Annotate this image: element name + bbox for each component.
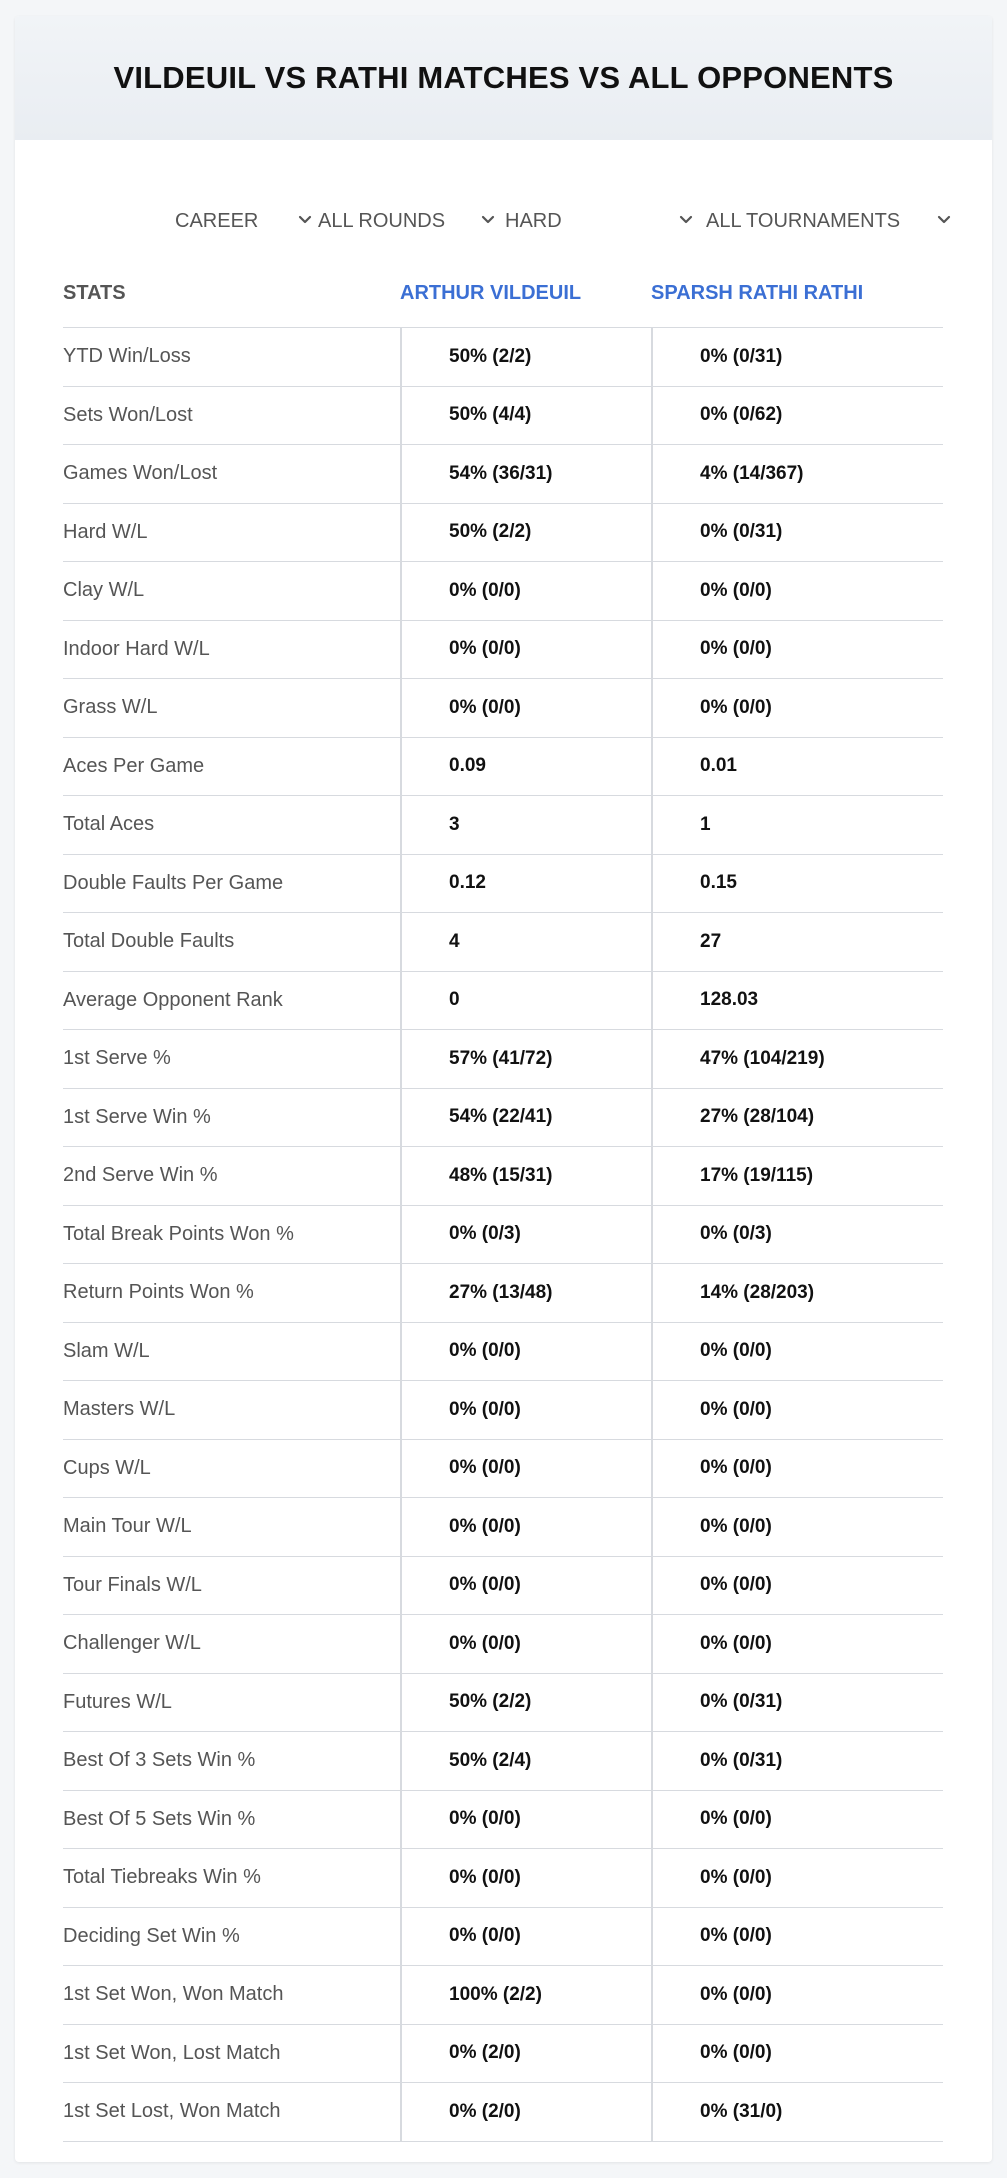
player2-value: 0% (0/0) [651,562,943,620]
player1-value: 54% (22/41) [400,1089,651,1147]
player1-value: 0% (0/0) [400,1440,651,1498]
table-row [63,1440,943,1499]
table-row [63,1206,943,1265]
stat-label: Total Aces [63,813,155,836]
table-row [63,1674,943,1733]
stat-label: 1st Serve Win % [63,1105,211,1128]
stat-label: Futures W/L [63,1690,172,1713]
stat-label: Slam W/L [63,1339,150,1362]
table-row [63,1791,943,1850]
player1-value: 0% (0/0) [400,1323,651,1381]
stat-label: Average Opponent Rank [63,988,283,1011]
player1-value: 54% (36/31) [400,445,651,503]
player1-value: 0% (0/0) [400,562,651,620]
table-row [63,1615,943,1674]
player2-value: 0% (0/62) [651,387,943,445]
player1-value: 50% (2/2) [400,504,651,562]
table-row [63,1323,943,1382]
table-row [63,1147,943,1206]
stats-table [63,260,943,2142]
table-row [63,1908,943,1967]
player1-value: 48% (15/31) [400,1147,651,1205]
filter-surface-select[interactable] [505,186,695,256]
table-row [63,2025,943,2084]
stat-label: Cups W/L [63,1456,151,1479]
player2-value: 0% (0/0) [651,1557,943,1615]
stat-label: 1st Set Lost, Won Match [63,2100,281,2123]
column-header-stats: STATS [63,282,126,304]
stat-label: Main Tour W/L [63,1515,192,1538]
player1-value: 50% (2/2) [400,328,651,386]
player2-value: 0% (0/0) [651,1791,943,1849]
player1-value: 0% (0/0) [400,1791,651,1849]
player2-value: 0% (0/0) [651,1440,943,1498]
filter-rounds-select[interactable] [318,186,498,256]
chevron-down-icon [934,210,954,230]
chevron-down-icon [676,210,696,230]
player1-value: 0 [400,972,651,1030]
column-header-player1[interactable]: ARTHUR VILDEUIL [400,282,582,304]
player1-value: 0% (0/0) [400,1615,651,1673]
stat-label: Return Points Won % [63,1281,254,1304]
table-row [63,1732,943,1791]
player1-value: 50% (4/4) [400,387,651,445]
column-header-player2[interactable]: SPARSH RATHI RATHI [651,282,864,304]
player2-value: 0% (0/0) [651,621,943,679]
player2-value: 0% (0/0) [651,2025,943,2083]
stat-label: 1st Set Won, Won Match [63,1983,284,2006]
filter-surface-label: HARD [505,209,562,232]
stat-label: Deciding Set Win % [63,1924,240,1947]
player2-value: 27% (28/104) [651,1089,943,1147]
table-row [63,1381,943,1440]
player2-value: 0% (0/0) [651,1849,943,1907]
player1-value: 0% (0/0) [400,1849,651,1907]
table-row [63,738,943,797]
player1-value: 100% (2/2) [400,1966,651,2024]
player2-value: 14% (28/203) [651,1264,943,1322]
table-row [63,504,943,563]
player2-value: 0% (0/0) [651,679,943,737]
stat-label: Games Won/Lost [63,462,218,485]
stat-label: Total Break Points Won % [63,1222,294,1245]
stats-card [15,16,992,2162]
card-header [15,16,992,140]
player1-value: 0% (0/3) [400,1206,651,1264]
table-row [63,1498,943,1557]
table-body [63,328,943,2142]
player2-value: 0% (0/31) [651,1732,943,1790]
player1-value: 0% (0/0) [400,1908,651,1966]
table-row [63,1557,943,1616]
player1-value: 0% (0/0) [400,621,651,679]
stat-label: Challenger W/L [63,1632,201,1655]
stat-label: Grass W/L [63,696,158,719]
table-row [63,1264,943,1323]
player1-value: 0% (2/0) [400,2025,651,2083]
filter-tournaments-label: ALL TOURNAMENTS [706,209,901,232]
table-row [63,445,943,504]
stat-label: Total Tiebreaks Win % [63,1866,261,1889]
player2-value: 0.15 [651,855,943,913]
player1-value: 0% (0/0) [400,679,651,737]
filter-rounds-label: ALL ROUNDS [318,209,446,232]
stat-label: Aces Per Game [63,754,205,777]
table-row [63,972,943,1031]
chevron-down-icon [478,210,498,230]
player2-value: 0% (0/31) [651,1674,943,1732]
stat-label: Best Of 5 Sets Win % [63,1807,256,1830]
table-row [63,2083,943,2142]
player2-value: 0% (0/0) [651,1966,943,2024]
player1-value: 3 [400,796,651,854]
filter-period-label: CAREER [175,209,259,232]
player2-value: 17% (19/115) [651,1147,943,1205]
player1-value: 0.12 [400,855,651,913]
filter-tournaments-select[interactable] [706,186,956,256]
player1-value: 4 [400,913,651,971]
player1-value: 27% (13/48) [400,1264,651,1322]
player2-value: 0% (0/31) [651,504,943,562]
player2-value: 0% (0/0) [651,1498,943,1556]
stat-label: 1st Set Won, Lost Match [63,2041,281,2064]
player1-value: 50% (2/4) [400,1732,651,1790]
stat-label: Sets Won/Lost [63,403,193,426]
player2-value: 4% (14/367) [651,445,943,503]
filter-period-select[interactable] [175,186,315,256]
player2-value: 0% (0/0) [651,1381,943,1439]
table-row [63,796,943,855]
table-row [63,1966,943,2025]
table-row [63,621,943,680]
stat-label: Double Faults Per Game [63,871,284,894]
stat-label: Indoor Hard W/L [63,637,210,660]
player1-value: 0% (2/0) [400,2083,651,2141]
table-row [63,562,943,621]
table-row [63,328,943,387]
player2-value: 0% (0/0) [651,1323,943,1381]
player2-value: 0% (31/0) [651,2083,943,2141]
table-row [63,913,943,972]
stat-label: Masters W/L [63,1398,176,1421]
player2-value: 0% (0/0) [651,1615,943,1673]
stat-label: 2nd Serve Win % [63,1164,218,1187]
stat-label: 1st Serve % [63,1047,171,1070]
player2-value: 0% (0/3) [651,1206,943,1264]
player2-value: 0% (0/0) [651,1908,943,1966]
table-row [63,387,943,446]
player2-value: 128.03 [651,972,943,1030]
table-row [63,855,943,914]
player2-value: 0.01 [651,738,943,796]
filter-bar [15,186,992,256]
table-row [63,1849,943,1908]
player1-value: 57% (41/72) [400,1030,651,1088]
player2-value: 47% (104/219) [651,1030,943,1088]
stat-label: Tour Finals W/L [63,1573,202,1596]
page-title: VILDEUIL VS RATHI MATCHES VS ALL OPPONENTS [113,60,894,95]
player1-value: 0% (0/0) [400,1557,651,1615]
table-header [63,260,943,328]
table-row [63,1030,943,1089]
stat-label: Clay W/L [63,579,145,602]
table-row [63,1089,943,1148]
player1-value: 0% (0/0) [400,1498,651,1556]
stat-label: Hard W/L [63,520,148,543]
player1-value: 0.09 [400,738,651,796]
chevron-down-icon [295,210,315,230]
player1-value: 0% (0/0) [400,1381,651,1439]
player2-value: 27 [651,913,943,971]
player2-value: 1 [651,796,943,854]
stat-label: Best Of 3 Sets Win % [63,1749,256,1772]
player1-value: 50% (2/2) [400,1674,651,1732]
stat-label: YTD Win/Loss [63,345,191,368]
player2-value: 0% (0/31) [651,328,943,386]
table-row [63,679,943,738]
stat-label: Total Double Faults [63,930,235,953]
